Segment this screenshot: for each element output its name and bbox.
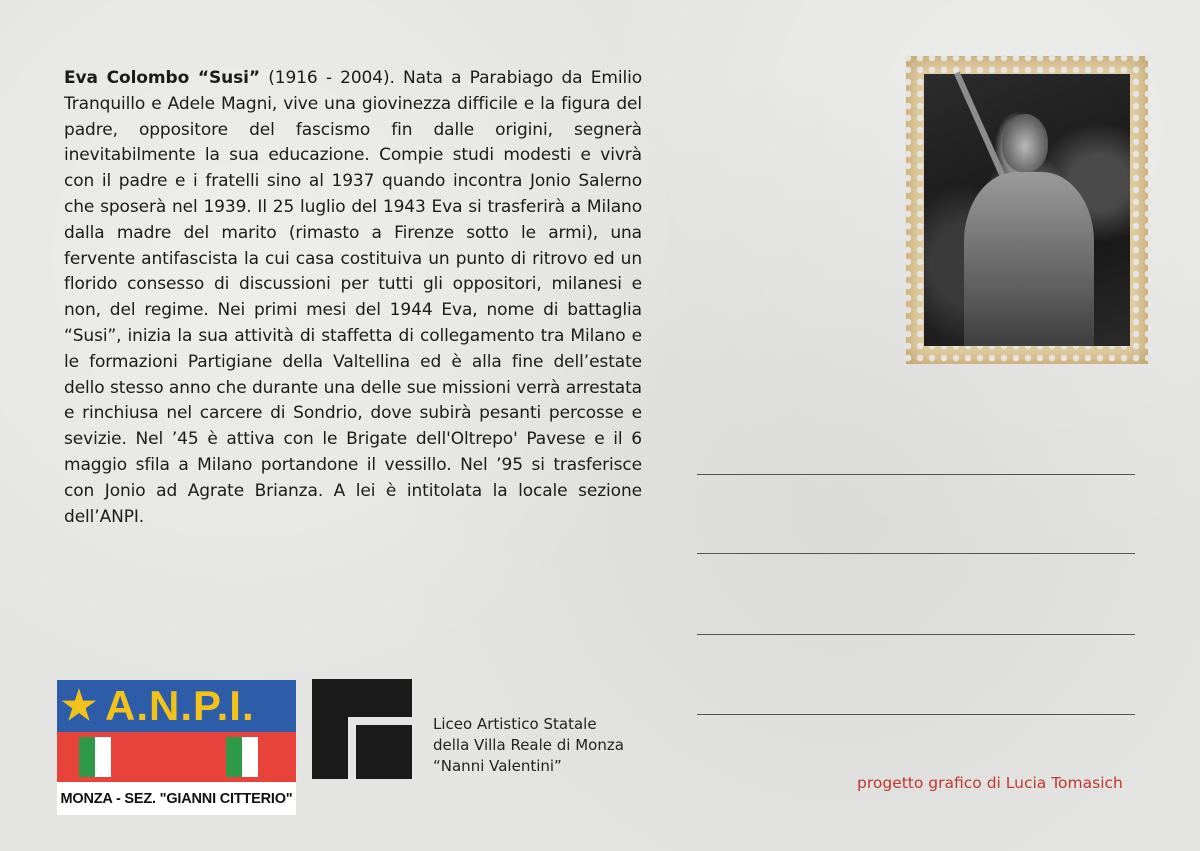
photo-stamp <box>906 56 1148 364</box>
school-name-line-3: “Nanni Valentini” <box>433 757 562 775</box>
anpi-logo-title: A.N.P.I. <box>105 682 255 729</box>
biography-body: (1916 - 2004). Nata a Parabiago da Emilio Tranquillo e Adele Magni, vive una giovinezza difficile e la figura del padre, oppositore del fascismo fin dalle origini, segnerà inevitabilmente la sua educazione. Compie studi modesti e vivrà con il padre e i fratelli sino al 1937 quando incontra Jonio Salerno che sposerà nel 1939. Il 25 luglio del 1943 Eva si trasferirà a Milano dalla madre del marito (rimasto a Firenze sotto le armi), una fervente antifascista la cui casa costituiva un punto di ritrovo ed un florido consesso di discussioni per tutti gli oppositori, milanesi e non, del regime. Nei primi mesi del 1944 Eva, nome di battaglia “Susi”, inizia la sua attività di staffetta di collegamento tra Milano e le formazioni Partigiane della Valtellina ed è alla fine dell’estate dello stesso anno che durante una delle sue missioni verrà arrestata e rinchiusa nel carcere di Sondrio, dove subirà pesanti percosse e sevizie. Nel ’45 è attiva con le Brigate dell'Oltrepo' Pavese e il 6 maggio sfila a Milano portandone il vessillo. Nel ’95 si trasferisce con Jonio ad Agrate Brianza. A lei è intitolata la locale sezione dell’ANPI. <box>64 68 642 527</box>
school-logo-cut <box>348 717 412 725</box>
star-icon: ★ <box>61 684 97 728</box>
school-logo <box>312 679 412 779</box>
figure-body <box>964 172 1094 346</box>
anpi-logo-header <box>57 680 296 732</box>
school-name-line-1: Liceo Artistico Statale <box>433 715 597 733</box>
anpi-logo-subtitle: MONZA - SEZ. "GIANNI CITTERIO" <box>60 791 293 807</box>
anpi-logo <box>57 680 296 815</box>
address-line-4 <box>697 714 1135 715</box>
biography-text <box>64 66 642 530</box>
biography-name: Eva Colombo “Susi” <box>64 68 260 88</box>
anpi-flags-band <box>57 732 296 782</box>
portrait-photo <box>924 74 1130 346</box>
figure-head <box>1002 114 1048 172</box>
design-credit: progetto grafico di Lucia Tomasich <box>857 774 1123 792</box>
school-name-line-2: della Villa Reale di Monza <box>433 736 624 754</box>
school-name <box>433 714 624 777</box>
italian-flag-icon <box>226 737 274 777</box>
address-line-3 <box>697 634 1135 635</box>
address-line-2 <box>697 553 1135 554</box>
italian-flag-icon <box>79 737 127 777</box>
school-logo-cut <box>348 717 356 779</box>
address-line-1 <box>697 474 1135 475</box>
